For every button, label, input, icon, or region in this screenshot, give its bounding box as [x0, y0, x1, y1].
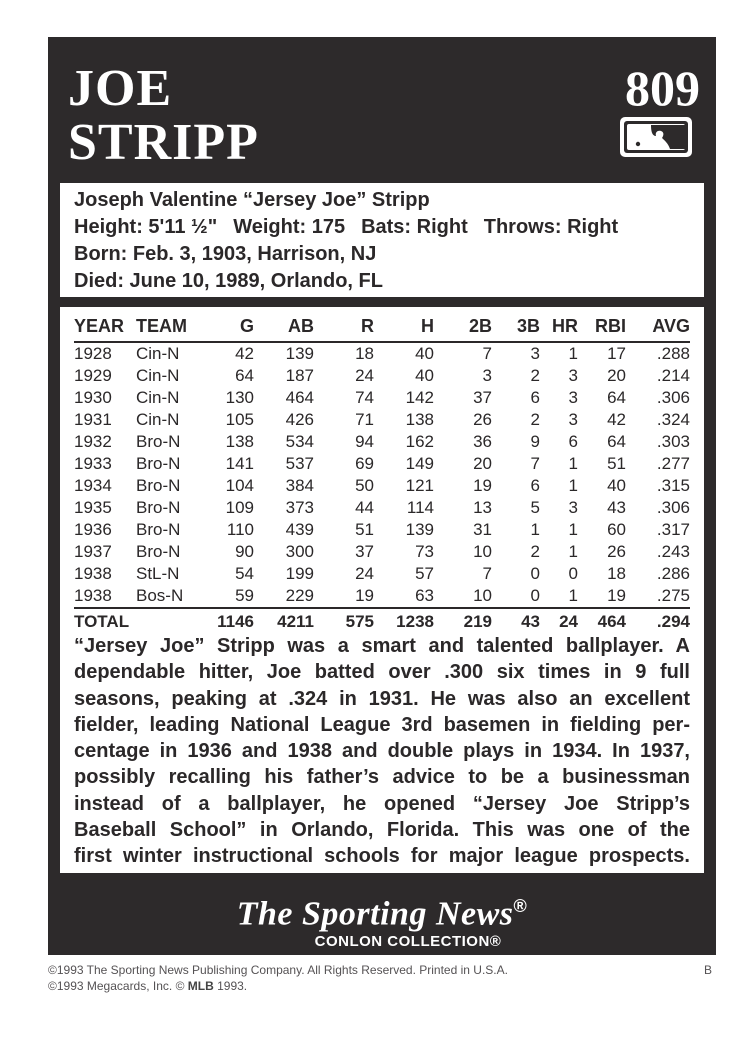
table-row — [74, 365, 690, 387]
table-cell: 1 — [568, 476, 578, 495]
bio-physical — [74, 214, 690, 241]
copyright-line-1: ©1993 The Sporting News Publishing Company. All Rights Reserved. Printed in U.S.A. — [48, 963, 508, 977]
table-cell: 51 — [355, 520, 374, 539]
table-cell: .286 — [656, 564, 690, 583]
biography-line: Baseball School” in Orlando, Florida. This was one of the — [74, 819, 690, 842]
table-cell: 149 — [405, 454, 434, 473]
table-cell: 384 — [285, 476, 314, 495]
table-cell: 162 — [405, 432, 434, 451]
stats-header-2b: 2B — [434, 311, 492, 342]
table-cell: 300 — [285, 542, 314, 561]
card-back — [48, 37, 716, 955]
table-cell: 60 — [607, 520, 626, 539]
table-cell: 64 — [235, 366, 254, 385]
biography-line: seasons, peaking at .324 in 1931. He was also an excellent — [74, 687, 690, 710]
table-row — [74, 519, 690, 541]
table-cell: 43 — [607, 498, 626, 517]
table-cell: 64 — [607, 432, 626, 451]
table-cell: .214 — [656, 366, 690, 385]
table-cell: 1931 — [74, 410, 112, 429]
table-cell: 20 — [473, 454, 492, 473]
player-last-name: STRIPP — [68, 114, 259, 171]
table-cell: 109 — [225, 498, 254, 517]
table-cell: 121 — [405, 476, 434, 495]
stats-table — [74, 311, 690, 635]
table-cell: 373 — [285, 498, 314, 517]
table-cell: 7 — [482, 564, 492, 583]
table-cell: 73 — [415, 542, 434, 561]
table-cell: 110 — [226, 520, 254, 539]
table-cell: 138 — [405, 410, 434, 429]
table-cell: 229 — [285, 586, 314, 605]
table-cell: 37 — [355, 542, 374, 561]
total-cell: .294 — [626, 608, 690, 635]
table-cell: 24 — [355, 564, 374, 583]
table-cell: 71 — [355, 410, 374, 429]
table-cell: 1 — [568, 344, 578, 363]
table-cell: 1938 — [74, 586, 112, 605]
table-cell: 199 — [285, 564, 314, 583]
table-cell: 1928 — [74, 344, 112, 363]
table-cell: 104 — [225, 476, 254, 495]
table-cell: 7 — [482, 344, 492, 363]
table-cell: 6 — [530, 476, 540, 495]
copyright-line-2-suffix: 1993. — [213, 979, 248, 993]
table-cell: Bos-N — [136, 586, 184, 605]
table-cell: .306 — [656, 498, 690, 517]
table-cell: 54 — [235, 564, 254, 583]
brand-registered-mark: ® — [513, 896, 528, 916]
stats-header-year: YEAR — [74, 311, 136, 342]
table-cell: 51 — [607, 454, 626, 473]
bio-died: Died: June 10, 1989, Orlando, FL — [74, 270, 383, 292]
table-cell: 439 — [285, 520, 314, 539]
table-cell: 40 — [415, 344, 434, 363]
brand-subtitle: CONLON COLLECTION® — [314, 933, 502, 951]
table-cell: 138 — [225, 432, 254, 451]
table-row — [74, 497, 690, 519]
stats-header-r: R — [314, 311, 374, 342]
table-cell: Cin-N — [136, 344, 180, 363]
table-cell: 69 — [355, 454, 374, 473]
table-cell: 1937 — [74, 542, 112, 561]
table-cell: 2 — [530, 410, 540, 429]
table-cell: 10 — [473, 586, 492, 605]
table-row — [74, 409, 690, 431]
table-cell: 5 — [530, 498, 540, 517]
table-cell: 40 — [607, 476, 626, 495]
table-cell: Bro-N — [136, 454, 181, 473]
total-cell: 1238 — [374, 608, 434, 635]
biography-line: possibly recalling his father’s advice to be a businessman — [74, 766, 690, 789]
table-cell: 1932 — [74, 432, 112, 451]
table-cell: 534 — [285, 432, 314, 451]
table-cell: 0 — [568, 564, 578, 583]
table-cell: 42 — [607, 410, 626, 429]
table-row — [74, 585, 690, 608]
table-cell: Bro-N — [136, 476, 181, 495]
table-cell: 3 — [568, 366, 578, 385]
table-cell: 426 — [285, 410, 314, 429]
table-cell: 19 — [607, 586, 626, 605]
mlb-mark: MLB — [187, 979, 214, 993]
table-cell: 3 — [568, 410, 578, 429]
print-code: B — [703, 963, 712, 977]
table-cell: 36 — [473, 432, 492, 451]
table-cell: 105 — [225, 410, 254, 429]
table-cell: 187 — [285, 366, 314, 385]
table-cell: 20 — [607, 366, 626, 385]
table-cell: 63 — [415, 586, 434, 605]
table-cell: .303 — [656, 432, 690, 451]
stats-header-team: TEAM — [136, 311, 208, 342]
table-cell: 44 — [355, 498, 374, 517]
table-cell: Cin-N — [136, 366, 180, 385]
table-cell: 1929 — [74, 366, 112, 385]
table-cell: 139 — [285, 344, 314, 363]
table-cell: 3 — [530, 344, 540, 363]
table-cell: 1 — [568, 542, 578, 561]
table-cell: 26 — [473, 410, 492, 429]
table-cell: 1938 — [74, 564, 112, 583]
table-cell: 3 — [482, 366, 492, 385]
table-cell: 1934 — [74, 476, 112, 495]
table-cell: 6 — [568, 432, 578, 451]
stats-header-3b: 3B — [492, 311, 540, 342]
stats-header-g: G — [208, 311, 254, 342]
table-cell: 464 — [285, 388, 314, 407]
table-cell: 26 — [607, 542, 626, 561]
table-cell: .317 — [656, 520, 690, 539]
bio-weight: Weight: 175 — [233, 216, 346, 238]
table-cell: 1933 — [74, 454, 112, 473]
stats-header-h: H — [374, 311, 434, 342]
brand-name: The Sporting News — [236, 895, 514, 933]
table-cell: 24 — [355, 366, 374, 385]
table-row — [74, 431, 690, 453]
total-cell: TOTAL — [74, 608, 136, 635]
table-cell: Bro-N — [136, 542, 181, 561]
table-row — [74, 563, 690, 585]
stats-panel — [60, 307, 704, 873]
table-cell: 3 — [568, 388, 578, 407]
table-cell: StL-N — [136, 564, 180, 583]
player-biography — [74, 633, 690, 870]
biography-line: “Jersey Joe” Stripp was a smart and talented ballplayer. A — [74, 635, 690, 657]
stats-header-avg: AVG — [626, 311, 690, 342]
table-cell: Bro-N — [136, 520, 181, 539]
total-cell: 464 — [578, 608, 626, 635]
table-cell: 10 — [473, 542, 492, 561]
table-row — [74, 342, 690, 365]
biography-line: fielder, leading National League 3rd basemen in fielding per- — [74, 713, 690, 736]
copyright-line-2-prefix: ©1993 Megacards, Inc. © — [48, 979, 188, 993]
table-cell: 1 — [568, 586, 578, 605]
table-cell: 90 — [235, 542, 254, 561]
biography-line: dependable hitter, Joe batted over .300 six times in 9 full — [74, 661, 690, 684]
table-cell: 59 — [235, 586, 254, 605]
copyright-footer — [48, 962, 712, 994]
table-cell: 1935 — [74, 498, 112, 517]
table-row — [74, 387, 690, 409]
table-cell: 537 — [285, 454, 314, 473]
biography-line: instead of a ballplayer, he opened “Jersey Joe Stripp’s — [74, 792, 690, 815]
table-cell: 2 — [530, 366, 540, 385]
table-cell: 18 — [355, 344, 374, 363]
mlb-logo-icon — [620, 117, 692, 157]
table-cell: 64 — [607, 388, 626, 407]
table-cell: .324 — [656, 410, 690, 429]
table-cell: 31 — [473, 520, 492, 539]
table-cell: Bro-N — [136, 432, 181, 451]
table-cell: 19 — [355, 586, 374, 605]
stats-header-hr: HR — [540, 311, 578, 342]
bio-throws: Throws: Right — [483, 216, 619, 238]
table-row — [74, 453, 690, 475]
table-cell: .277 — [656, 454, 690, 473]
table-cell: 139 — [405, 520, 434, 539]
table-cell: 19 — [473, 476, 492, 495]
total-cell: 43 — [492, 608, 540, 635]
table-cell: 2 — [530, 542, 540, 561]
total-cell: 575 — [314, 608, 374, 635]
table-cell: .275 — [656, 586, 690, 605]
biography-line: first winter instructional schools for major league prospects. — [74, 845, 690, 868]
total-cell: 219 — [434, 608, 492, 635]
table-cell: 1930 — [74, 388, 112, 407]
card-number: 809 — [625, 60, 700, 116]
total-cell: 24 — [540, 608, 578, 635]
stats-header-ab: AB — [254, 311, 314, 342]
total-cell: 1146 — [208, 608, 254, 635]
table-cell: 114 — [406, 498, 434, 517]
table-cell: 1 — [568, 520, 578, 539]
player-first-name: JOE — [68, 60, 173, 117]
table-cell: 1936 — [74, 520, 112, 539]
total-cell: 4211 — [254, 608, 314, 635]
table-cell: .243 — [656, 542, 690, 561]
table-cell: 141 — [225, 454, 254, 473]
total-cell — [136, 608, 208, 635]
table-cell: 130 — [225, 388, 254, 407]
table-cell: 40 — [415, 366, 434, 385]
table-cell: 142 — [405, 388, 434, 407]
table-row — [74, 541, 690, 563]
table-cell: 50 — [355, 476, 374, 495]
table-cell: 0 — [530, 564, 540, 583]
table-cell: 1 — [568, 454, 578, 473]
bio-height: Height: 5'11 ½" — [74, 216, 218, 238]
brand-block — [48, 887, 716, 951]
bio-panel — [60, 183, 704, 297]
table-cell: 57 — [415, 564, 434, 583]
biography-line: centage in 1936 and 1938 and double plays in 1934. In 1937, — [74, 740, 690, 763]
stats-header-row — [74, 311, 690, 342]
table-cell: .306 — [656, 388, 690, 407]
table-cell: 18 — [607, 564, 626, 583]
table-cell: 74 — [355, 388, 374, 407]
table-cell: 1 — [530, 520, 540, 539]
table-cell: .315 — [656, 476, 690, 495]
table-cell: 9 — [530, 432, 540, 451]
bio-bats: Bats: Right — [361, 216, 468, 238]
bio-born: Born: Feb. 3, 1903, Harrison, NJ — [74, 243, 377, 265]
table-cell: 7 — [530, 454, 540, 473]
table-cell: Bro-N — [136, 498, 181, 517]
table-row — [74, 475, 690, 497]
table-cell: 13 — [473, 498, 492, 517]
table-cell: Cin-N — [136, 388, 180, 407]
table-cell: 6 — [530, 388, 540, 407]
table-cell: 42 — [235, 344, 254, 363]
table-cell: .288 — [656, 344, 690, 363]
stats-header-rbi: RBI — [578, 311, 626, 342]
table-cell: 3 — [568, 498, 578, 517]
stats-total-row — [74, 608, 690, 635]
copyright-line-2 — [48, 978, 712, 994]
brand-title — [48, 887, 716, 933]
table-cell: 37 — [473, 388, 492, 407]
table-cell: Cin-N — [136, 410, 180, 429]
table-cell: 94 — [355, 432, 374, 451]
table-cell: 17 — [607, 344, 626, 363]
bio-full-name: Joseph Valentine “Jersey Joe” Stripp — [74, 189, 430, 211]
table-cell: 0 — [530, 586, 540, 605]
